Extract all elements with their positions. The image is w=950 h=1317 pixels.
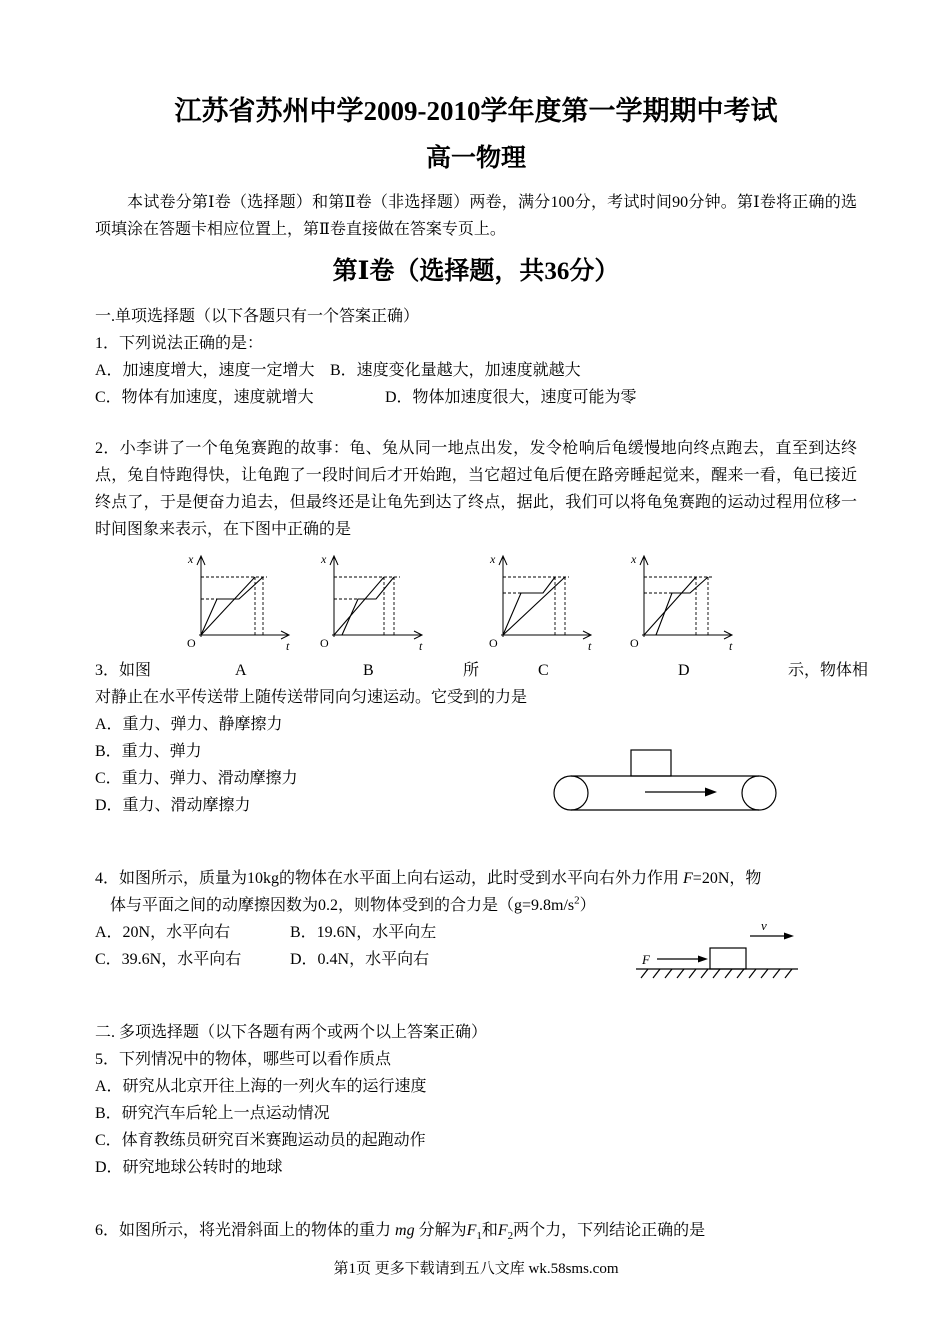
graph-label-d: D — [678, 662, 690, 679]
force-F-symbol: F — [683, 870, 693, 887]
q2-graphs-row — [95, 547, 857, 657]
tortoise-line — [334, 577, 384, 635]
mg-symbol: mg — [395, 1222, 415, 1239]
origin-label: O — [320, 636, 329, 650]
q3-options-and-figure — [95, 711, 857, 841]
q2-graph-c — [485, 547, 600, 657]
q1-stem: 1．下列说法正确的是： — [95, 335, 264, 352]
page-subtitle: 高一物理 — [425, 145, 526, 172]
section-1-title: 第Ⅰ卷（选择题，共36分） — [332, 258, 620, 285]
q6-stem-text-b: 分解为 — [414, 1222, 467, 1239]
exam-instructions: 本试卷分第Ⅰ卷（选择题）和第Ⅱ卷（非选择题）两卷，满分100分，考试时间90分钟。第Ⅰ卷将正确的选项填涂在答题卡相应位置上，第Ⅱ卷直接做在答案专页上。 — [95, 194, 857, 238]
origin-label: O — [630, 636, 639, 650]
force-arrowhead — [698, 956, 708, 963]
f2-subscript: 2 — [507, 1230, 514, 1243]
part1-heading: 一.单项选择题（以下各题只有一个答案正确） — [95, 308, 420, 325]
force-F2-symbol: F — [497, 1222, 508, 1239]
q3-stem-fragment-3: 示，物体相 — [788, 662, 869, 679]
q3-option-d: D．重力、滑动摩擦力 — [95, 797, 251, 814]
q1-option-c: C．物体有加速度，速度就增大 — [95, 389, 314, 406]
q4-stem-text-a: 4．如图所示，质量为10kg的物体在水平面上向右运动，此时受到水平向右外力作用 — [95, 870, 684, 887]
origin-label: O — [187, 636, 196, 650]
axes — [330, 556, 422, 639]
q1-option-b: B．速度变化量越大，加速度就越大 — [330, 362, 581, 379]
q6-stem-text-c: 和 — [481, 1222, 498, 1239]
q6-stem-text-a: 6．如图所示，将光滑斜面上的物体的重力 — [95, 1222, 396, 1239]
q3-stem-fragment-2: 所 — [463, 662, 480, 679]
q6-stem — [95, 1217, 857, 1244]
velocity-label: v — [761, 918, 767, 933]
page-title: 江苏省苏州中学2009-2010学年度第一学期期中考试 — [174, 96, 778, 126]
q1-options-row2 — [95, 384, 857, 411]
q4-block — [95, 865, 857, 995]
t-axis-label: t — [588, 639, 592, 653]
graph-label-a: A — [235, 662, 247, 679]
q3-option-b: B．重力、弹力 — [95, 743, 202, 760]
q6-stem-text-d: 两个力，下列结论正确的是 — [513, 1222, 706, 1239]
x-axis-label: x — [321, 552, 327, 566]
graph-label-c: C — [538, 662, 549, 679]
q2-graph-a — [183, 547, 298, 657]
q3-option-c: C．重力、弹力、滑动摩擦力 — [95, 770, 298, 787]
q5-stem: 5．下列情况中的物体，哪些可以看作质点 — [95, 1051, 392, 1068]
right-roller — [742, 776, 776, 810]
q3-option-a: A．重力、弹力、静摩擦力 — [95, 716, 283, 733]
q4-option-a: A．20N，水平向右 — [95, 924, 231, 941]
block-on-belt — [631, 750, 671, 776]
q4-stem-text-d: ） — [579, 897, 596, 914]
q4-stem-text-b: =20N，物 — [692, 870, 762, 887]
force-label: F — [642, 952, 650, 967]
hare-line — [503, 577, 555, 635]
x-axis-label: x — [490, 552, 496, 566]
q5-option-d: D．研究地球公转时的地球 — [95, 1159, 283, 1176]
f1-subscript: 1 — [476, 1230, 482, 1243]
q3-stem-line1 — [95, 657, 869, 684]
q2-stem: 2．小李讲了一个龟兔赛跑的故事：龟、兔从同一地点出发，发令枪响后龟缓慢地向终点跑去，直至到达终点，兔自恃跑得快，让龟跑了一段时间后才开始跑，当它超过龟后便在路旁睡起觉来，醒来一看，龟已接近终点了，于是便奋力追去，但最终还是让龟先到达了终点，据此，我们可以将龟兔赛跑的运动过程用位移一时间图象来表示，在下图中正确的是 — [95, 440, 857, 538]
ground-hatching — [641, 969, 792, 978]
x-axis-label: x — [188, 552, 194, 566]
q1-options-row1 — [95, 357, 857, 384]
q2-graph-d — [626, 547, 741, 657]
q1-option-a: A．加速度增大，速度一定增大 — [95, 362, 315, 379]
page-content — [95, 92, 869, 1283]
t-axis-label: t — [729, 639, 733, 653]
q3-stem-line2: 对静止在水平传送带上随传送带同向匀速运动。它受到的力是 — [95, 689, 528, 706]
q3-options — [95, 711, 525, 819]
left-roller — [554, 776, 588, 810]
q4-block-on-ground-figure — [630, 917, 805, 987]
q5-option-b: B．研究汽车后轮上一点运动情况 — [95, 1105, 330, 1122]
t-axis-label: t — [419, 639, 423, 653]
page-footer: 第1页 更多下载请到五八文库 wk.58sms.com — [333, 1261, 619, 1277]
q4-stem-text-c: 体与平面之间的动摩擦因数为0.2，则物体受到的合力是（g=9.8m/s — [110, 897, 575, 914]
tortoise-line — [503, 577, 565, 635]
q4-stem-line2 — [95, 892, 857, 919]
axes — [640, 556, 732, 639]
q3-stem-fragment-1: 3．如图 — [95, 662, 152, 679]
force-F1-symbol: F — [466, 1222, 477, 1239]
q5-option-c: C．体育教练员研究百米赛跑运动员的起跑动作 — [95, 1132, 426, 1149]
hare-line — [201, 577, 263, 635]
q3-conveyor-belt-figure — [545, 737, 785, 832]
x-axis-label: x — [631, 552, 637, 566]
tortoise-line — [644, 577, 696, 635]
q4-option-c: C．39.6N，水平向右 — [95, 951, 242, 968]
t-axis-label: t — [286, 639, 290, 653]
hare-line — [656, 577, 708, 635]
q4-stem-line1 — [95, 865, 857, 892]
q4-option-b: B．19.6N，水平向左 — [290, 924, 437, 941]
q2-graph-b — [316, 547, 431, 657]
velocity-arrowhead — [784, 933, 794, 940]
origin-label: O — [489, 636, 498, 650]
block-on-ground — [710, 948, 746, 969]
part2-heading: 二. 多项选择题（以下各题有两个或两个以上答案正确） — [95, 1024, 488, 1041]
hare-line — [342, 577, 394, 635]
belt-direction-arrowhead — [705, 788, 717, 797]
tortoise-line — [201, 577, 255, 635]
q4-option-d: D．0.4N，水平向右 — [290, 951, 430, 968]
q1-option-d: D．物体加速度很大，速度可能为零 — [385, 389, 637, 406]
squared-superscript: 2 — [574, 894, 580, 907]
axes — [197, 556, 289, 639]
q5-option-a: A．研究从北京开往上海的一列火车的运行速度 — [95, 1078, 427, 1095]
graph-label-b: B — [363, 662, 374, 679]
